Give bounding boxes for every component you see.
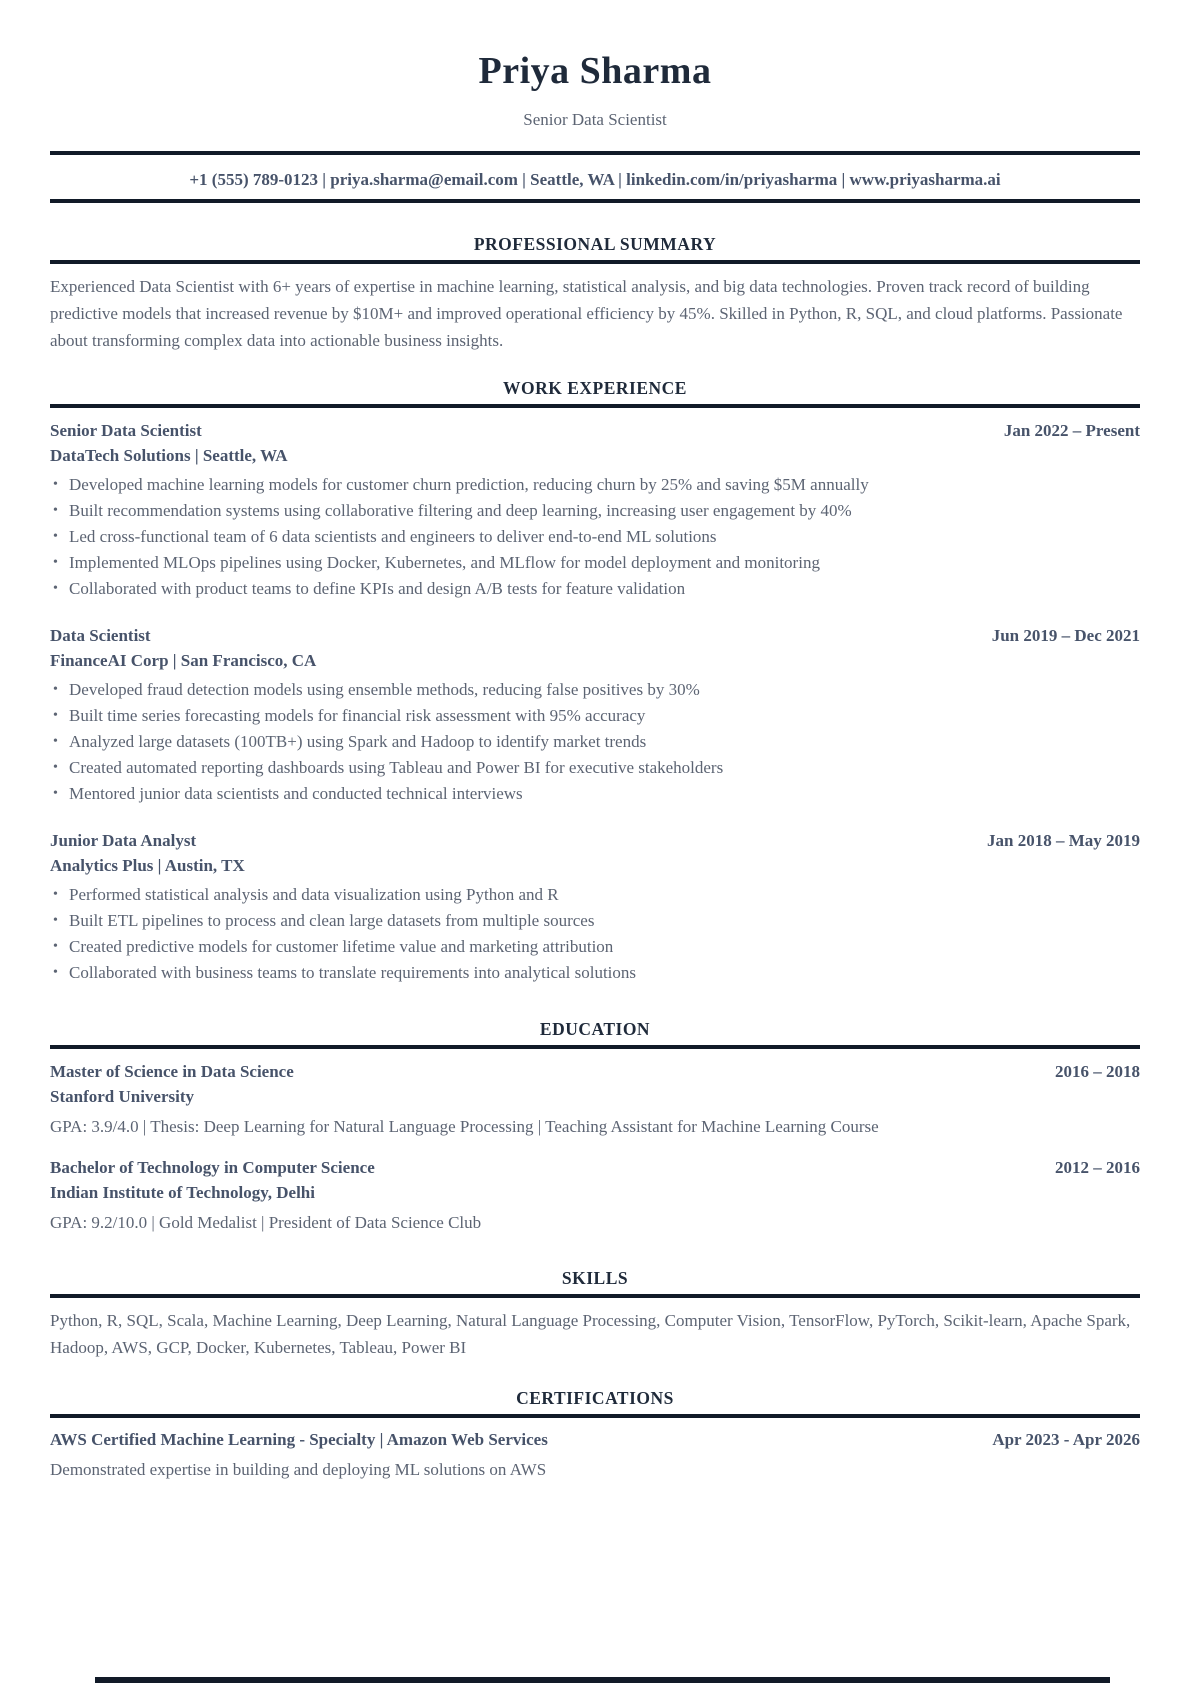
job-bullet: • Created predictive models for customer lifetime value and marketing attribution [50, 934, 1140, 960]
certifications-divider [50, 1414, 1140, 1418]
skills-divider [50, 1294, 1140, 1298]
job-company: FinanceAI Corp | San Francisco, CA [50, 650, 317, 670]
job-bullet: • Collaborated with product teams to define KPIs and design A/B tests for feature validation [50, 576, 1140, 602]
job-bullet-list [50, 882, 1140, 986]
section-professional-summary [50, 234, 1140, 354]
job-title-row [50, 624, 1140, 648]
job-title-row [50, 829, 1140, 853]
education-divider [50, 1045, 1140, 1049]
resume-header [50, 48, 1140, 130]
certification-dates: Apr 2023 - Apr 2026 [992, 1429, 1140, 1449]
job-dates: Jun 2019 – Dec 2021 [991, 625, 1140, 645]
degree-dates: 2016 – 2018 [1055, 1061, 1140, 1081]
job-company: Analytics Plus | Austin, TX [50, 855, 245, 875]
job-title-row [50, 419, 1140, 443]
experience-heading: WORK EXPERIENCE [503, 377, 687, 398]
summary-text: Experienced Data Scientist with 6+ years of expertise in machine learning, statistical analysis, and big data technologies. Proven track record of building predictive models that increased revenue by $10M+ and improved operational efficiency by 45%. Skilled in Python, R, SQL, and cloud platforms. Passionate about transforming complex data into actionable business insights. [50, 276, 1123, 350]
job-bullet: • Created automated reporting dashboards using Tableau and Power BI for executive stakeholders [50, 755, 1140, 781]
job-bullet: • Developed fraud detection models using ensemble methods, reducing false positives by 30% [50, 677, 1140, 703]
summary-divider [50, 260, 1140, 264]
degree-title-row [50, 1060, 1140, 1084]
degree-dates: 2012 – 2016 [1055, 1157, 1140, 1177]
section-work-experience [50, 378, 1140, 986]
job-bullet: • Collaborated with business teams to translate requirements into analytical solutions [50, 960, 1140, 986]
job-bullet: • Implemented MLOps pipelines using Docker, Kubernetes, and MLflow for model deployment and monitoring [50, 550, 1140, 576]
job-bullet: • Led cross-functional team of 6 data scientists and engineers to deliver end-to-end ML solutions [50, 524, 1140, 550]
section-skills [50, 1268, 1140, 1361]
section-education [50, 1019, 1140, 1236]
certification-detail: Demonstrated expertise in building and deploying ML solutions on AWS [50, 1459, 547, 1479]
degree-title: Master of Science in Data Science [50, 1061, 294, 1081]
job-title: Junior Data Analyst [50, 830, 197, 850]
job-dates: Jan 2022 – Present [1003, 420, 1140, 440]
header-divider-bottom [50, 199, 1140, 203]
certification-title-row [50, 1428, 1140, 1452]
job-title: Senior Data Scientist [50, 420, 202, 440]
skills-heading: SKILLS [561, 1267, 629, 1288]
page-bottom-divider [95, 1677, 1110, 1683]
degree-detail: GPA: 3.9/4.0 | Thesis: Deep Learning for Natural Language Processing | Teaching Assistant for Machine Learning Course [50, 1116, 879, 1136]
experience-divider [50, 404, 1140, 408]
job-entry [50, 419, 1140, 602]
certification-entry [50, 1428, 1140, 1483]
job-bullet: • Built time series forecasting models for financial risk assessment with 95% accuracy [50, 703, 1140, 729]
summary-heading: PROFESSIONAL SUMMARY [473, 233, 717, 254]
job-bullet: • Built ETL pipelines to process and clean large datasets from multiple sources [50, 908, 1140, 934]
education-heading: EDUCATION [539, 1018, 651, 1039]
degree-entry [50, 1156, 1140, 1236]
candidate-job-title: Senior Data Scientist [523, 109, 667, 129]
degree-school: Indian Institute of Technology, Delhi [50, 1182, 315, 1202]
degree-title-row [50, 1156, 1140, 1180]
degree-school: Stanford University [50, 1086, 195, 1106]
job-bullet-list [50, 677, 1140, 807]
job-bullet: • Performed statistical analysis and data visualization using Python and R [50, 882, 1140, 908]
job-dates: Jan 2018 – May 2019 [987, 830, 1140, 850]
job-bullet: • Built recommendation systems using collaborative filtering and deep learning, increasing user engagement by 40% [50, 498, 1140, 524]
certification-title: AWS Certified Machine Learning - Specialty | Amazon Web Services [50, 1429, 548, 1449]
job-entry [50, 624, 1140, 807]
job-bullet-list [50, 472, 1140, 602]
certifications-heading: CERTIFICATIONS [516, 1387, 674, 1408]
job-bullet: • Analyzed large datasets (100TB+) using Spark and Hadoop to identify market trends [50, 729, 1140, 755]
degree-title: Bachelor of Technology in Computer Science [50, 1157, 375, 1177]
degree-entry [50, 1060, 1140, 1140]
job-company: DataTech Solutions | Seattle, WA [50, 445, 288, 465]
job-bullet: • Developed machine learning models for customer churn prediction, reducing churn by 25% and saving $5M annually [50, 472, 1140, 498]
degree-detail: GPA: 9.2/10.0 | Gold Medalist | President of Data Science Club [50, 1212, 482, 1232]
job-entry [50, 829, 1140, 986]
section-certifications [50, 1388, 1140, 1483]
contact-line: +1 (555) 789-0123 | priya.sharma@email.com | Seattle, WA | linkedin.com/in/priyasharma | www.priyasharma.ai [189, 169, 1001, 189]
header-divider-top [50, 151, 1140, 155]
candidate-name: Priya Sharma [478, 50, 712, 92]
skills-text: Python, R, SQL, Scala, Machine Learning, Deep Learning, Natural Language Processing, Computer Vision, TensorFlow, PyTorch, Scikit-learn, Apache Spark, Hadoop, AWS, GCP, Docker, Kubernetes, Tableau, Power BI [50, 1310, 1131, 1357]
job-title: Data Scientist [50, 625, 151, 645]
job-bullet: • Mentored junior data scientists and conducted technical interviews [50, 781, 1140, 807]
